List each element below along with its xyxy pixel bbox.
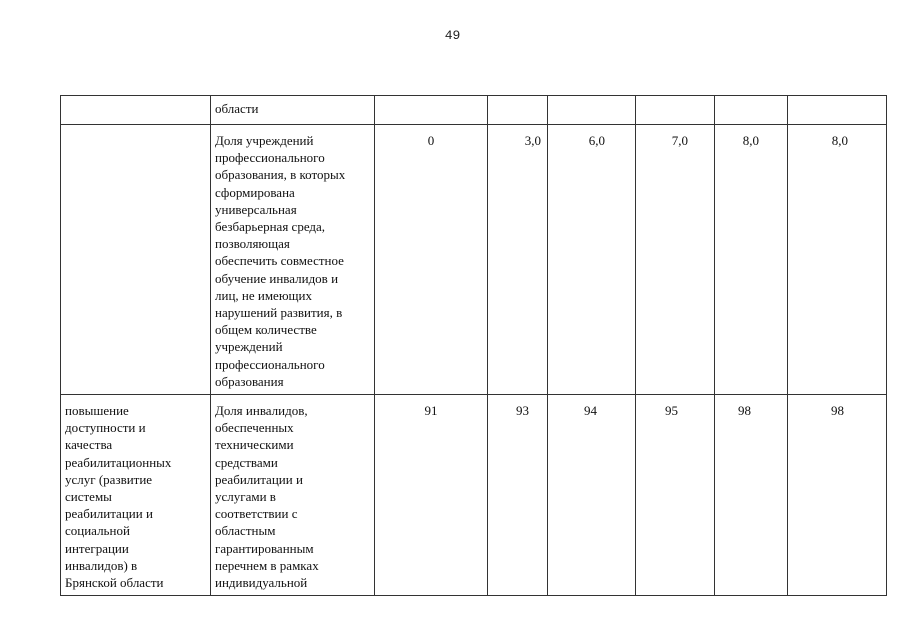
value-cell (488, 96, 548, 125)
indicator-cell (211, 96, 375, 125)
value-cell: 93 (488, 395, 548, 596)
value-cell: 98 (715, 395, 788, 596)
value-cell: 3,0 (488, 125, 548, 395)
indicator-text: Доля инвалидов, обеспеченных техническими средствами реабилитации и услугами в соответствии с областным гарантированным перечнем в рамках индивидуальной (215, 403, 319, 591)
indicator-cell (211, 125, 375, 395)
value-cell: 8,0 (715, 125, 788, 395)
indicators-table (60, 95, 887, 596)
indicator-text: области (215, 101, 259, 116)
goal-cell (61, 395, 211, 596)
goal-text: повышение доступности и качества реабилитационных услуг (развитие системы реабилитации и социальной интеграции инвалидов) в Брянской области (65, 403, 172, 591)
value-cell: 98 (788, 395, 887, 596)
value-cell: 95 (636, 395, 715, 596)
value-cell (375, 96, 488, 125)
indicator-cell (211, 395, 375, 596)
table-row (61, 125, 887, 395)
page-number: 49 (444, 28, 461, 43)
value-cell: 94 (548, 395, 636, 596)
value-cell: 8,0 (788, 125, 887, 395)
value-cell: 7,0 (636, 125, 715, 395)
value-cell (715, 96, 788, 125)
value-cell: 0 (375, 125, 488, 395)
value-cell: 91 (375, 395, 488, 596)
table-row (61, 395, 887, 596)
table-row (61, 96, 887, 125)
value-cell: 6,0 (548, 125, 636, 395)
value-cell (636, 96, 715, 125)
value-cell (788, 96, 887, 125)
goal-cell (61, 96, 211, 125)
value-cell (548, 96, 636, 125)
indicator-text: Доля учреждений профессионального образования, в которых сформирована универсальная безбарьерная среда, позволяющая обеспечить совместное обучение инвалидов и лиц, не имеющих нарушений развития, в общем количестве учреждений профессионального образования (215, 133, 346, 389)
goal-cell (61, 125, 211, 395)
